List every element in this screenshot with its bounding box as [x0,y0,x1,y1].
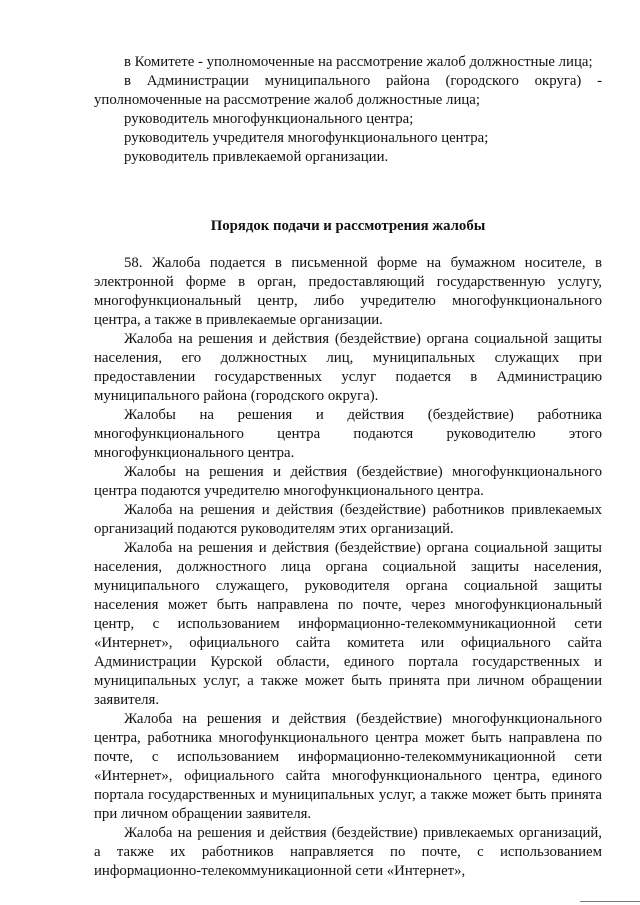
paragraph: Жалобы на решения и действия (бездействие) работника многофункционального центра подаются руководителю этого многофункционального центра. [94,407,602,461]
paragraph: Жалоба на решения и действия (бездействие) органа социальной защиты населения, его должностных лиц, муниципальных служащих при предоставлении государственных услуг подается в Администрацию муниципального района (городского округа). [94,331,602,404]
list-intro-item: в Администрации муниципального района (городского округа) - уполномоченные на рассмотрение жалоб должностные лица; [94,73,602,108]
list-item: руководитель привлекаемой организации. [124,149,389,165]
scan-edge-line [580,901,640,902]
paragraph: Жалоба на решения и действия (бездействие) работников привлекаемых организаций подаются руководителям этих организаций. [94,502,602,537]
paragraph: Жалобы на решения и действия (бездействие) многофункционального центра подаются учредителю многофункционального центра. [94,464,602,499]
paragraph: Жалоба на решения и действия (бездействие) привлекаемых организаций, а также их работников направляется по почте, с использованием информационно-телекоммуникационной сети «Интернет», [94,825,602,879]
paragraph: Жалоба на решения и действия (бездействие) многофункционального центра, работника многофункционального центра может быть направлена по почте, с использованием информационно-телекоммуникационной сети «Интернет», официального сайта многофункционального центра, единого портала государственных и муниципальных услуг, а также может быть принята при личном обращении заявителя. [94,711,602,822]
list-item: руководитель учредителя многофункционального центра; [124,130,489,146]
list-intro-item: в Комитете - уполномоченные на рассмотрение жалоб должностные лица; [124,54,593,70]
document-body [94,53,602,881]
section-spacer [94,167,602,217]
paragraph: Жалоба на решения и действия (бездействие) органа социальной защиты населения, должностного лица органа социальной защиты населения, муниципального служащего, руководителя органа социальной защиты населения может быть направлена по почте, через многофункциональный центр, с использованием информационно-телекоммуникационной сети «Интернет», официального сайта комитета или официального сайта Администрации Курской области, единого портала государственных и муниципальных услуг, а также может быть принята при личном обращении заявителя. [94,540,602,708]
section-heading: Порядок подачи и рассмотрения жалобы [210,218,486,234]
paragraph: 58. Жалоба подается в письменной форме на бумажном носителе, в электронной форме в орган, предоставляющий государственную услугу, многофункциональный центр, либо учредителю многофункционального центра, а также в привлекаемые организации. [94,255,602,328]
list-item: руководитель многофункционального центра; [124,111,414,127]
